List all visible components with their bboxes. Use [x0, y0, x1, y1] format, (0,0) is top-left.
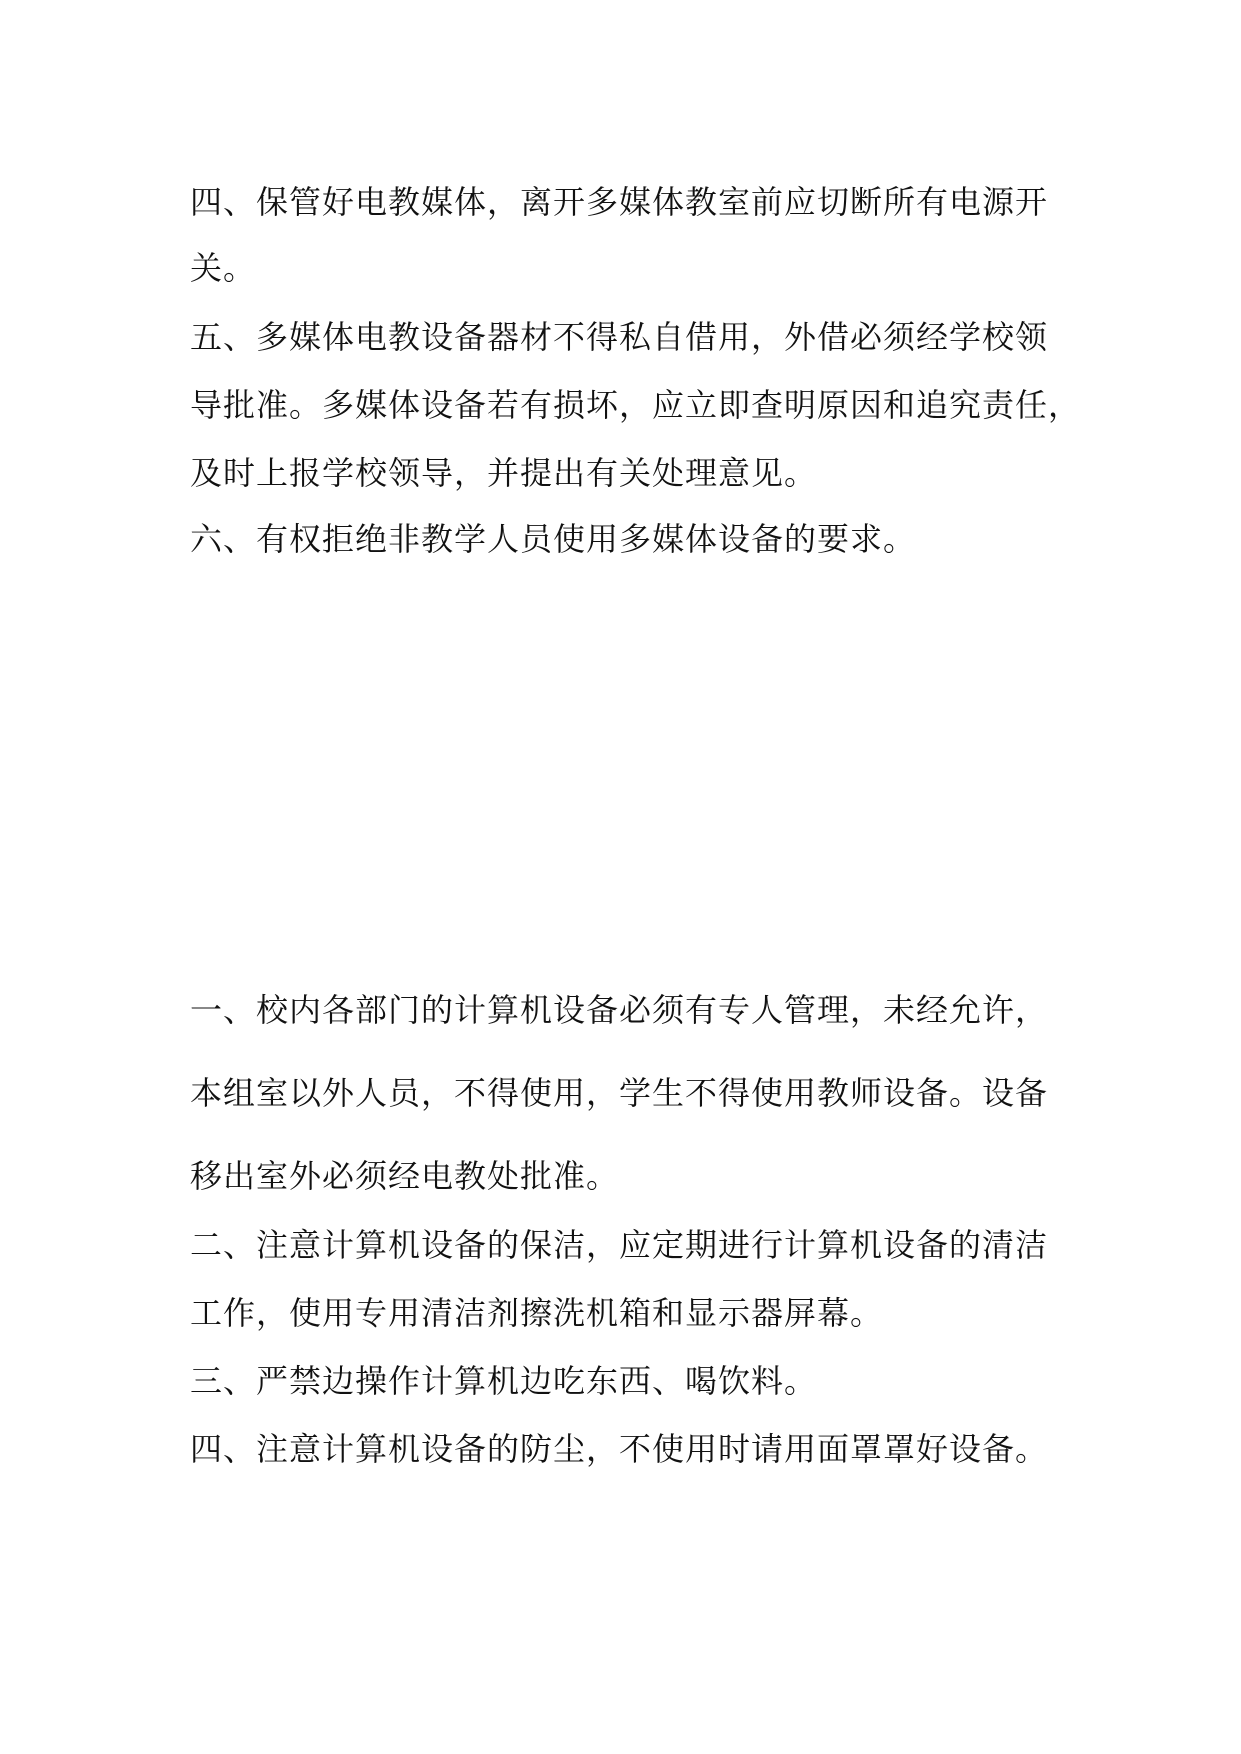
s2-item-3-line-1: 三、严禁边操作计算机边吃东西、喝饮料。	[190, 1362, 818, 1400]
s2-item-1-line-3: 移出室外必须经电教处批准。	[190, 1157, 620, 1195]
s2-item-1-line-1: 一、校内各部门的计算机设备必须有专人管理，未经允许，	[190, 991, 1049, 1029]
s1-item-6-line-1: 六、有权拒绝非教学人员使用多媒体设备的要求。	[190, 520, 917, 558]
s1-item-4-line-2: 关。	[190, 249, 257, 287]
s1-item-5-line-2: 导批准。多媒体设备若有损坏，应立即查明原因和追究责任，	[190, 386, 1082, 424]
s1-item-5-line-1: 五、多媒体电教设备器材不得私自借用，外借必须经学校领	[190, 318, 1049, 356]
s1-item-5-line-3: 及时上报学校领导，并提出有关处理意见。	[190, 454, 818, 492]
s2-item-2-line-1: 二、注意计算机设备的保洁，应定期进行计算机设备的清洁	[190, 1226, 1049, 1264]
s2-item-4-line-1: 四、注意计算机设备的防尘，不使用时请用面罩罩好设备。	[190, 1430, 1049, 1468]
s1-item-4-line-1: 四、保管好电教媒体，离开多媒体教室前应切断所有电源开	[190, 183, 1049, 221]
s2-item-1-line-2: 本组室以外人员，不得使用，学生不得使用教师设备。设备	[190, 1074, 1049, 1112]
s2-item-2-line-2: 工作，使用专用清洁剂擦洗机箱和显示器屏幕。	[190, 1294, 884, 1332]
